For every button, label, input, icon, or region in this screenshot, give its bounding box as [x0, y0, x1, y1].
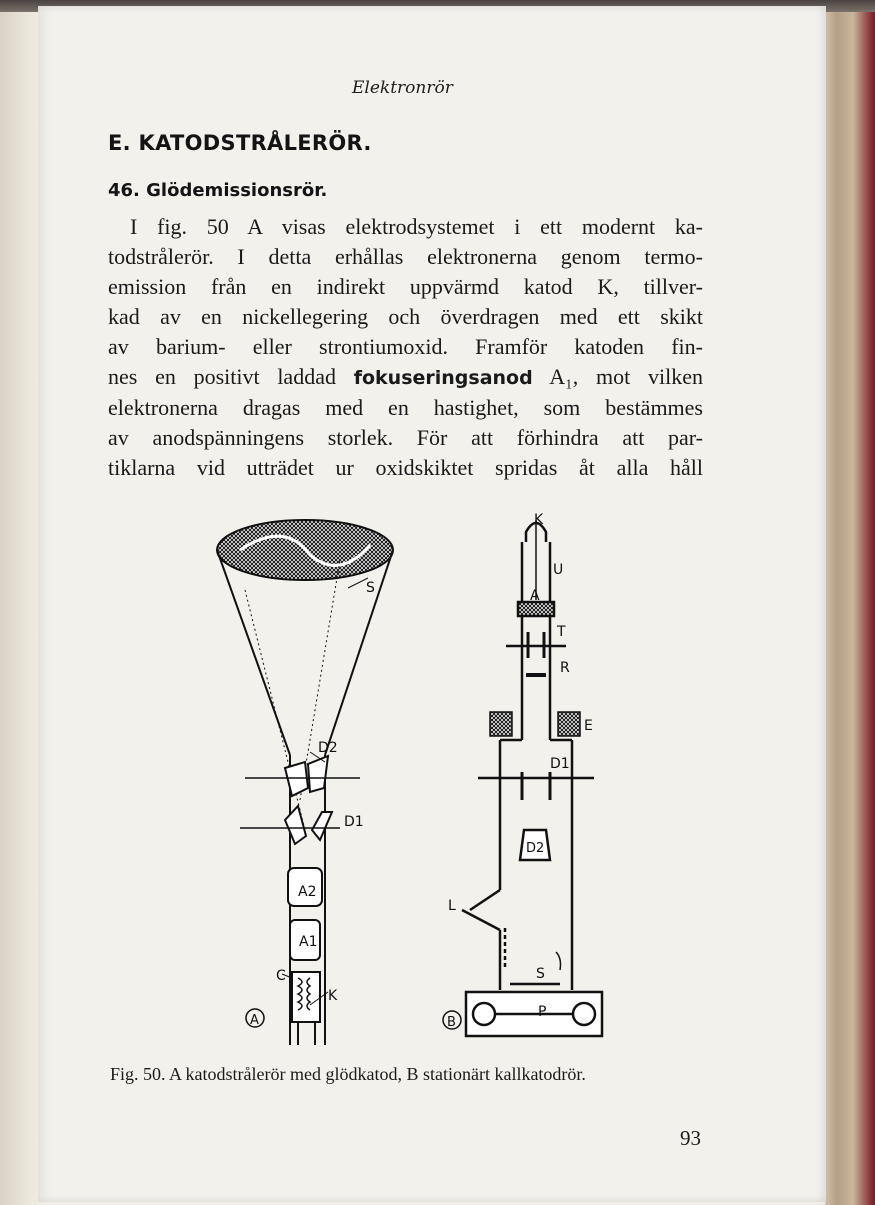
- book-binding: [825, 0, 875, 1205]
- figure-caption: Fig. 50. A katodstrålerör med glödkatod, B stationärt kallkatodrör.: [110, 1064, 586, 1084]
- body-text-run: A₁, mot vilken: [532, 364, 703, 389]
- subheading: 46. Glödemissionsrör.: [108, 180, 328, 201]
- label-b-s: S: [536, 966, 545, 982]
- body-line: I fig. 50 A visas elektrodsystemet i ett modernt ka-: [130, 214, 703, 239]
- label-a1: A1: [299, 934, 318, 950]
- label-b-t: T: [557, 624, 566, 640]
- label-a2: A2: [298, 884, 317, 900]
- body-line: elektronerna dragas med en hastighet, som bestämmes: [108, 395, 703, 420]
- body-paragraph: [108, 212, 703, 483]
- figure-50: [200, 500, 620, 1045]
- label-b-u: U: [553, 562, 564, 578]
- body-line: emission från en indirekt uppvärmd katod K, tillver-: [108, 274, 703, 299]
- coil-left: [490, 712, 512, 736]
- label-s: S: [366, 580, 375, 596]
- body-line: tiklarna vid utträdet ur oxidskiktet spridas åt alla håll: [108, 455, 703, 480]
- body-line: av anodspänningens storlek. För att förhindra att par-: [108, 425, 703, 450]
- label-b-d1: D1: [550, 756, 570, 772]
- label-b-p: P: [538, 1004, 547, 1020]
- coil-right: [558, 712, 580, 736]
- running-head: Elektronrör: [352, 78, 453, 98]
- bold-term: fokuseringsanod: [353, 367, 533, 389]
- body-line: todstrålerör. I detta erhållas elektronerna genom termo-: [108, 244, 703, 269]
- label-k: K: [328, 988, 338, 1004]
- body-line: av barium- eller strontiumoxid. Framför katoden fin-: [108, 334, 703, 359]
- label-b-l: L: [448, 898, 456, 914]
- label-b-r: R: [560, 660, 570, 676]
- cathode-ray-tube-a: [217, 520, 393, 1045]
- body-text-run: nes en positivt laddad: [108, 364, 354, 389]
- label-c: C: [276, 968, 286, 984]
- body-line: [108, 362, 703, 393]
- label-b-e: E: [584, 718, 593, 734]
- label-b-d2: D2: [526, 841, 545, 856]
- section-heading: E. KATODSTRÅLERÖR.: [108, 131, 372, 155]
- label-b-a: A: [530, 588, 540, 604]
- label-b-k: K: [534, 512, 544, 528]
- figure-label-b: B: [447, 1015, 456, 1030]
- figure-label-a: A: [250, 1013, 259, 1028]
- page-number: 93: [680, 1126, 701, 1150]
- label-d1: D1: [344, 814, 364, 830]
- body-line: kad av en nickellegering och överdragen med ett skikt: [108, 304, 703, 329]
- label-d2: D2: [318, 740, 338, 756]
